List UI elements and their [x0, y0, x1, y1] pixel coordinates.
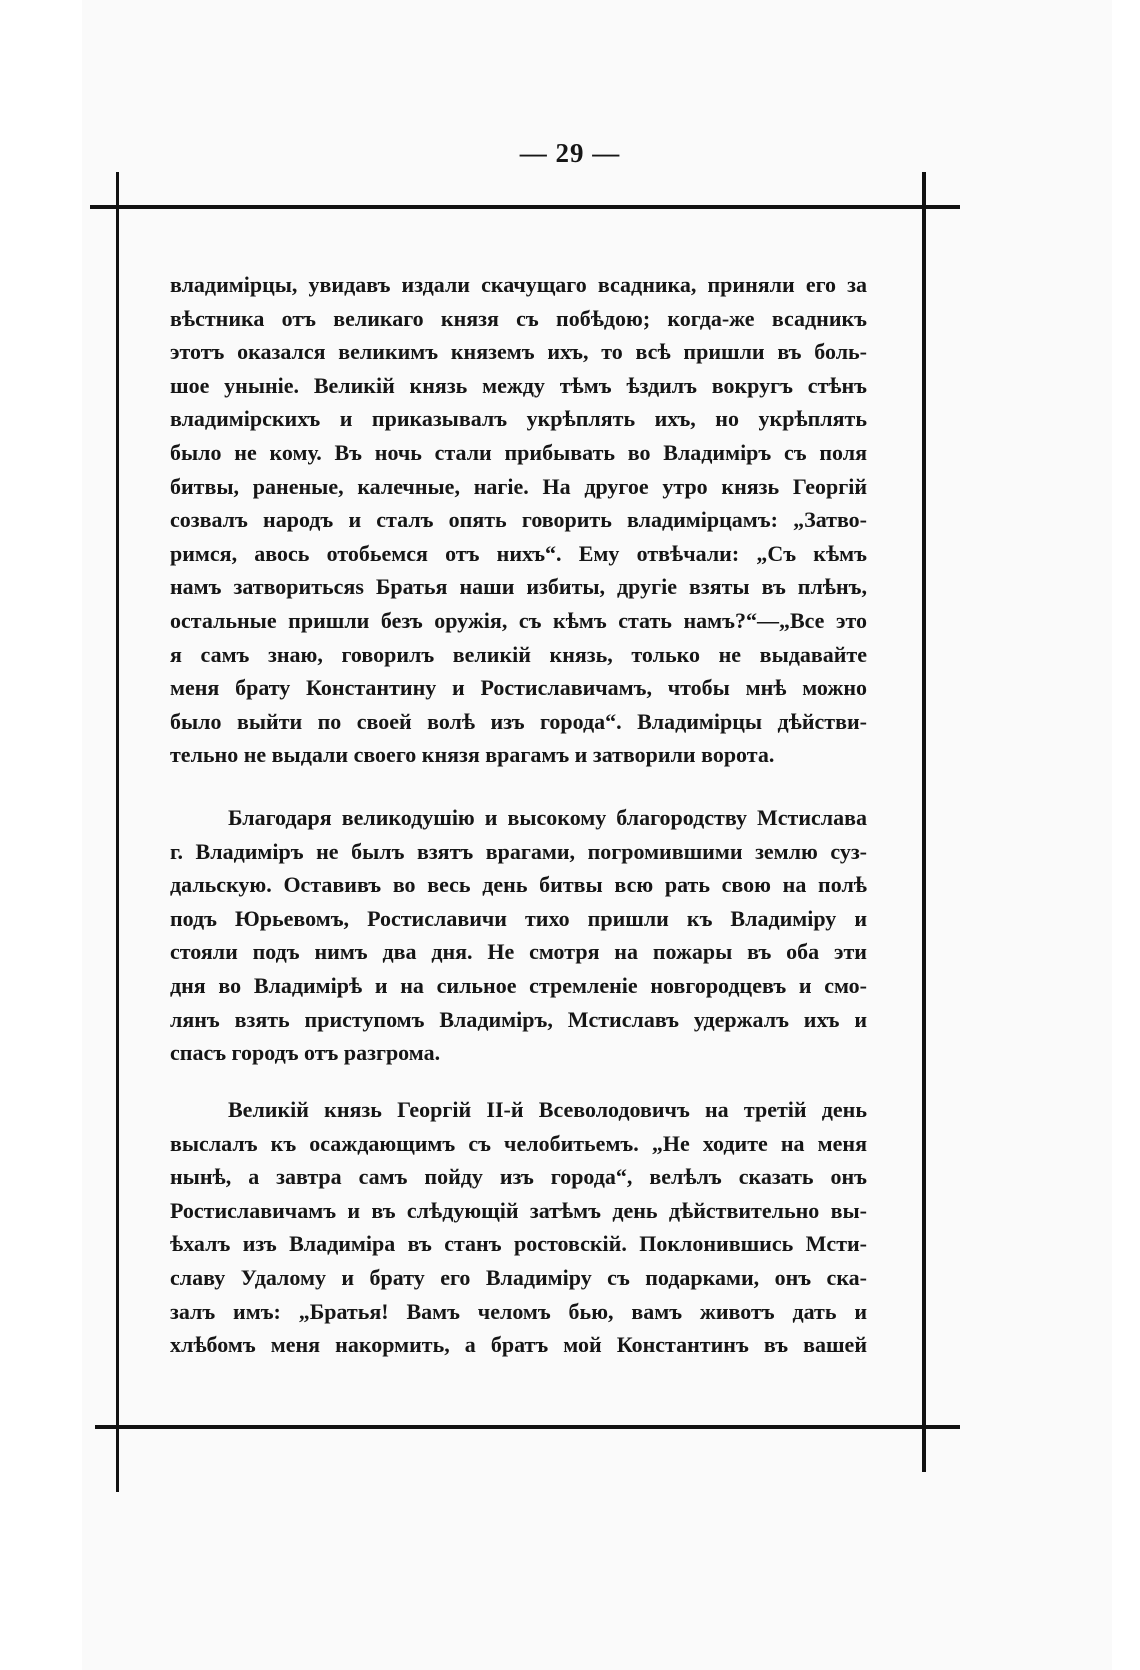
text-line: меня брату Константину и Ростиславичамъ, чтобы мнѣ можно [170, 675, 867, 701]
text-line: было выйти по своей волѣ изъ города“. Владимірцы дѣйстви- [170, 708, 867, 734]
text-line: г. Владиміръ не былъ взятъ врагами, погромившими землю суз- [170, 838, 867, 864]
bottom-border-rule [95, 1425, 960, 1429]
text-line: остальные пришли безъ оружія, съ кѣмъ стать намъ?“—„Все это [170, 607, 867, 633]
text-line: ѣхалъ изъ Владиміра въ станъ ростовскій. Поклонившись Мсти- [170, 1231, 867, 1257]
text-line: спасъ городъ отъ разгрома. [170, 1040, 441, 1066]
text-line: нынѣ, а завтра самъ пойду изъ города“, велѣлъ сказать онъ [170, 1164, 867, 1190]
text-line: лянъ взять приступомъ Владиміръ, Мстиславъ удержалъ ихъ и [170, 1006, 867, 1032]
paragraph-2 [170, 801, 867, 1070]
text-line: шое уныніе. Великій князь между тѣмъ ѣздилъ вокругъ стѣнъ [170, 372, 867, 398]
text-line: этотъ оказался великимъ княземъ ихъ, то всѣ пришли въ боль- [170, 339, 867, 365]
text-line: намъ затворитьсяѕ Братья наши избиты, другіе взяты въ плѣнъ, [170, 574, 867, 600]
text-line: залъ имъ: „Братья! Вамъ челомъ бью, вамъ животъ дать и [170, 1298, 867, 1324]
text-line: Ростиславичамъ и въ слѣдующій затѣмъ день дѣйствительно вы- [170, 1197, 867, 1223]
text-line: подъ Юрьевомъ, Ростиславичи тихо пришли къ Владиміру и [170, 905, 867, 931]
text-line: выслалъ къ осаждающимъ съ челобитьемъ. „Не ходите на меня [170, 1130, 867, 1156]
left-border-rule [116, 172, 119, 1492]
text-line: Благодаря великодушію и высокому благородству Мстислава [228, 805, 867, 830]
page-number: — 29 — [519, 138, 621, 168]
top-border-rule [90, 205, 960, 209]
text-line: владимірцы, увидавъ издали скачущаго всадника, приняли его за [170, 272, 867, 297]
text-line: славу Удалому и брату его Владиміру съ подарками, онъ ска- [170, 1264, 867, 1290]
text-line: созвалъ народъ и сталъ опять говорить владимірцамъ: „Затво- [170, 507, 867, 533]
text-line: вѣстника отъ великаго князя съ побѣдою; когда-же всадникъ [170, 305, 867, 331]
text-line: было не кому. Въ ночь стали прибывать во Владиміръ съ поля [170, 439, 867, 465]
text-line: дня во Владимірѣ и на сильное стремленіе новгородцевъ и смо- [170, 972, 867, 998]
text-line: римся, авось отобьемся отъ нихъ“. Ему отвѣчали: „Съ кѣмъ [170, 540, 867, 566]
text-line: дальскую. Оставивъ во весь день битвы всю рать свою на полѣ [170, 872, 867, 898]
text-line: владимірскихъ и приказывалъ укрѣплять ихъ, но укрѣплять [170, 406, 867, 432]
text-line: битвы, раненые, калечные, нагіе. На другое утро князь Георгій [170, 473, 867, 499]
text-line: я самъ знаю, говорилъ великій князь, только не выдавайте [170, 641, 867, 667]
paragraph-1 [170, 268, 867, 772]
text-line: тельно не выдали своего князя врагамъ и затворили ворота. [170, 742, 775, 768]
right-border-rule [922, 172, 926, 1472]
paragraph-3 [170, 1093, 867, 1362]
text-line: хлѣбомъ меня накормить, а братъ мой Константинъ въ вашей [170, 1332, 867, 1358]
text-line: Великій князь Георгій II-й Всеволодовичъ на третій день [228, 1097, 867, 1122]
text-line: стояли подъ нимъ два дня. Не смотря на пожары въ оба эти [170, 939, 867, 965]
